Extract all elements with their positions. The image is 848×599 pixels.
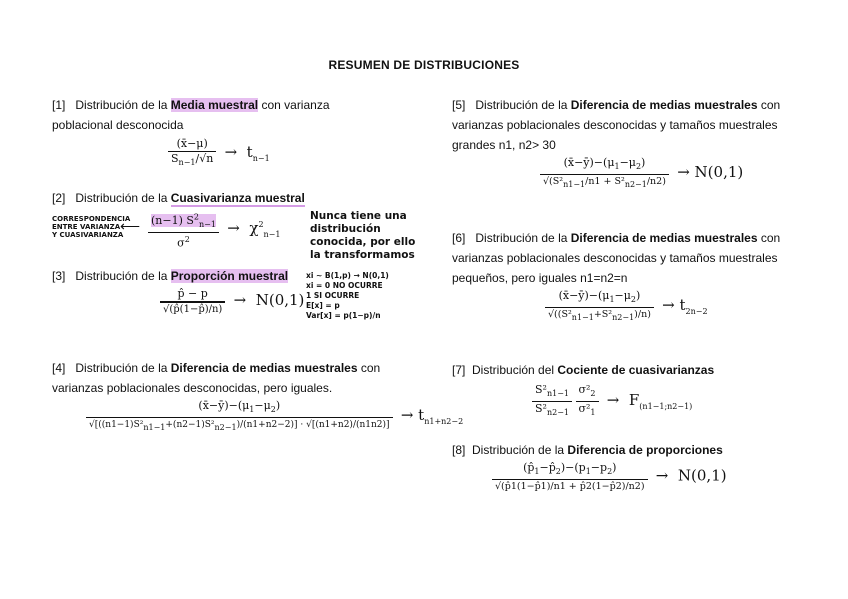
section-number: [6] bbox=[452, 231, 466, 245]
section-bold: Diferencia de medias muestrales bbox=[570, 98, 758, 112]
section-bold: Diferencia de medias muestrales bbox=[170, 361, 358, 375]
section-bold: Diferencia de proporciones bbox=[567, 443, 723, 457]
formula-5: $\frac{(x̄-ȳ)-(\mu_1-\mu_2)}{√(S^2_{n1-1}/n1 + S^2_{n2-1}/n2)}$ → N(0,1) bbox=[540, 156, 743, 192]
formula-7: $\frac{S^2_{n1-1}}{S^2_{n2-1}}$ $\frac{\sigma^2_2}{\sigma^2_1}$ → $F_{(n1-1;n2-1)}$ bbox=[532, 383, 692, 420]
handwritten-note-right: Nunca tiene una distribución conocida, por ello la transformamos bbox=[310, 210, 416, 261]
formula-1: $\frac{(x̄-\mu)}{S_{n-1}/√n}$ → $t_{n-1}$ bbox=[168, 137, 270, 170]
section-pre: Distribución de la bbox=[475, 231, 571, 245]
formula-3: $\frac{p̂ - p}{√(p̂(1-p̂)/n)}$ → N(0,1) bbox=[160, 287, 304, 317]
section-2-heading bbox=[52, 188, 305, 208]
document-title: RESUMEN DE DISTRIBUCIONES bbox=[328, 58, 520, 72]
section-post: con bbox=[757, 231, 781, 245]
section-bold: Cuasivarianza muestral bbox=[170, 191, 305, 205]
section-1-heading bbox=[52, 95, 330, 115]
section-pre: Distribución de la bbox=[75, 98, 171, 112]
section-post: con bbox=[357, 361, 381, 375]
section-number: [1] bbox=[52, 98, 66, 112]
section-1-line2: poblacional desconocida bbox=[52, 118, 184, 132]
section-6-heading bbox=[452, 228, 780, 248]
section-6-line3: pequeños, pero iguales n1=n2=n bbox=[452, 271, 628, 285]
section-number: [4] bbox=[52, 361, 66, 375]
formula-2: $\frac{(n-1) S^2_{n-1}}{\sigma^2}$ → $\chi^2_{n-1}$ bbox=[148, 210, 280, 251]
formula-6: $\frac{(x̄-ȳ)-(\mu_1-\mu_2)}{√((S^2_{n1-1}+S^2_{n2-1})/n)}$ → $t_{2n-2}$ bbox=[545, 289, 708, 325]
section-4-line2: varianzas poblacionales desconocidas, pero iguales. bbox=[52, 381, 333, 395]
section-number: [8] bbox=[452, 443, 466, 457]
section-pre: Distribución de la bbox=[475, 98, 571, 112]
section-5-line3: grandes n1, n2> 30 bbox=[452, 138, 556, 152]
formula-8: $\frac{(p̂_1-p̂_2)-(p_1-p_2)}{√(p̂1(1-p̂1)/n1 + p̂2(1-p̂2)/n2)}$ → N(0,1) bbox=[492, 461, 727, 494]
section-bold: Media muestral bbox=[170, 98, 259, 112]
formula-4: $\frac{(x̄-ȳ)-(\mu_1-\mu_2)}{√[((n1-1)S^2_{n1-1}+(n2-1)S^2_{n2-1})/(n1+n2-2)] \cdot √[(n1+n2)/(n1n2)]}$ → $t_{n1+n2-2}$ bbox=[86, 399, 463, 435]
handwritten-note-bernoulli: xi ∼ B(1,p) → N(0,1) xi = 0 NO OCURRE 1 SI OCURRE E[x] = p Var[x] = p(1−p)/n bbox=[306, 271, 389, 320]
section-3-heading bbox=[52, 266, 288, 286]
section-bold: Cociente de cuasivarianzas bbox=[557, 363, 715, 377]
section-6-line2: varianzas poblacionales desconocidas y tamaños muestrales bbox=[452, 251, 778, 265]
section-4-heading bbox=[52, 358, 380, 378]
handwritten-note-left: CORRESPONDENCIA ENTRE VARIANZA Y CUASIVARIANZA bbox=[52, 215, 131, 239]
section-post: con bbox=[757, 98, 781, 112]
section-post: con varianza bbox=[258, 98, 330, 112]
arrow-left-icon: ⟵ bbox=[120, 218, 141, 234]
section-7-heading bbox=[452, 360, 714, 380]
section-number: [3] bbox=[52, 269, 66, 283]
section-5-line2: varianzas poblacionales desconocidas y tamaños muestrales bbox=[452, 118, 778, 132]
section-number: [7] bbox=[452, 363, 466, 377]
section-pre: Distribución de la bbox=[472, 443, 568, 457]
section-bold: Diferencia de medias muestrales bbox=[570, 231, 758, 245]
section-5-heading bbox=[452, 95, 780, 115]
section-pre: Distribución de la bbox=[75, 191, 171, 205]
section-pre: Distribución de la bbox=[75, 361, 171, 375]
section-number: [5] bbox=[452, 98, 466, 112]
section-8-heading bbox=[452, 440, 723, 460]
section-bold: Proporción muestral bbox=[170, 269, 289, 283]
section-pre: Distribución de la bbox=[75, 269, 171, 283]
section-pre: Distribución del bbox=[472, 363, 558, 377]
section-number: [2] bbox=[52, 191, 66, 205]
